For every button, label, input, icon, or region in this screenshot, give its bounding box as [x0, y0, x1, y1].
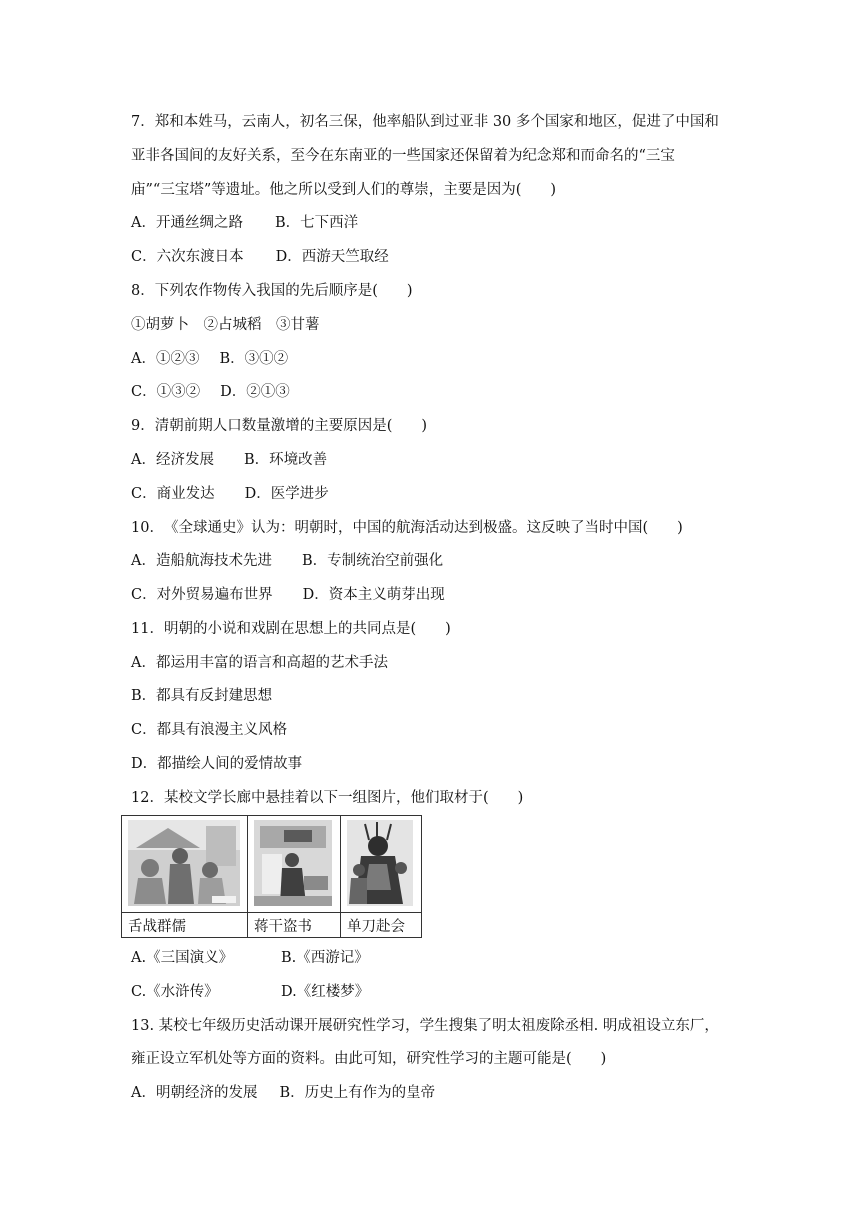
q10-option-d: D．资本主义萌芽出现 [302, 587, 445, 603]
q12-option-d: D.《红楼梦》 [281, 984, 370, 1000]
q9-option-b: B．环境改善 [243, 452, 328, 468]
q8-option-c: C．①③② [131, 384, 201, 400]
q10-option-a: A．造船航海技术先进 [131, 553, 272, 569]
q8-options-row-2 [131, 382, 290, 402]
q11-option-d: D．都描绘人间的爱情故事 [131, 756, 303, 772]
q8-items: ①胡萝卜 ②占城稻 ③甘薯 [131, 317, 320, 333]
q7-option-a: A．开通丝绸之路 [131, 215, 243, 231]
q7-stem-line-2: 亚非各国间的友好关系，至今在东南亚的一些国家还保留着为纪念郑和而命名的“三宝 [131, 148, 675, 164]
q13-stem-line-1: 13. 某校七年级历史活动课开展研究性学习，学生搜集了明太祖废除丞相. 明成祖设立东厂， [131, 1018, 719, 1034]
picture-cell-2 [248, 816, 341, 913]
q12-option-b: B.《西游记》 [281, 950, 369, 966]
q11-option-a: A．都运用丰富的语言和高超的艺术手法 [131, 655, 388, 671]
q8-option-d: D．②①③ [220, 384, 290, 400]
q12-stem: 12．某校文学长廊中悬挂着以下一组图片，他们取材于( ) [131, 790, 524, 806]
picture-cell-1 [122, 816, 248, 913]
q8-option-a: A．①②③ [131, 351, 200, 367]
q12-option-a: A.《三国演义》 [131, 950, 234, 966]
picture-cell-3 [341, 816, 422, 913]
q7-option-c: C．六次东渡日本 [131, 249, 244, 265]
q10-options-row-1 [131, 551, 443, 571]
q8-options-row-1 [131, 349, 288, 369]
q12-options-row-1 [131, 948, 369, 968]
debate-scholars-picture [128, 820, 240, 906]
q9-options-row-1 [131, 450, 327, 470]
q7-option-b: B．七下西洋 [274, 215, 359, 231]
q9-option-d: D．医学进步 [244, 486, 329, 502]
q12-picture-table [121, 815, 422, 938]
q9-options-row-2 [131, 484, 329, 504]
q12-options-row-2 [131, 982, 369, 1002]
q7-stem-line-1: 7．郑和本姓马，云南人，初名三保，他率船队到过亚非 30 多个国家和地区，促进了中国和 [131, 114, 719, 130]
q8-stem: 8．下列农作物传入我国的先后顺序是( ) [131, 283, 413, 299]
q13-stem-line-2: 雍正设立军机处等方面的资料。由此可知，研究性学习的主题可能是( ) [131, 1051, 607, 1067]
caption-2: 蒋干盗书 [248, 913, 341, 938]
q7-option-d: D．西游天竺取经 [275, 249, 389, 265]
q11-option-b: B．都具有反封建思想 [131, 688, 273, 704]
single-sword-picture [347, 820, 413, 906]
q11-option-c: C．都具有浪漫主义风格 [131, 722, 288, 738]
q10-option-b: B．专制统治空前强化 [301, 553, 444, 569]
q13-option-b: B．历史上有作为的皇帝 [279, 1085, 436, 1101]
q12-option-c: C.《水浒传》 [131, 984, 219, 1000]
q10-stem: 10． 《全球通史》认为：明朝时，中国的航海活动达到极盛。这反映了当时中国( ) [131, 520, 683, 536]
q9-option-c: C．商业发达 [131, 486, 215, 502]
q10-option-c: C．对外贸易遍布世界 [131, 587, 273, 603]
q10-options-row-2 [131, 585, 445, 605]
q7-stem-line-3: 庙”“三宝塔”等遗址。他之所以受到人们的尊崇，主要是因为( ) [131, 182, 557, 198]
jianggan-letter-picture [254, 820, 332, 906]
q9-option-a: A．经济发展 [131, 452, 214, 468]
q8-option-b: B．③①② [219, 351, 289, 367]
q7-options-row-1 [131, 213, 358, 233]
q7-options-row-2 [131, 247, 389, 267]
q13-options-row-1 [131, 1083, 435, 1103]
q9-stem: 9．清朝前期人口数量激增的主要原因是( ) [131, 418, 428, 434]
caption-3: 单刀赴会 [341, 913, 422, 938]
q13-option-a: A．明朝经济的发展 [131, 1085, 258, 1101]
q11-stem: 11．明朝的小说和戏剧在思想上的共同点是( ) [131, 621, 451, 637]
caption-1: 舌战群儒 [122, 913, 248, 938]
